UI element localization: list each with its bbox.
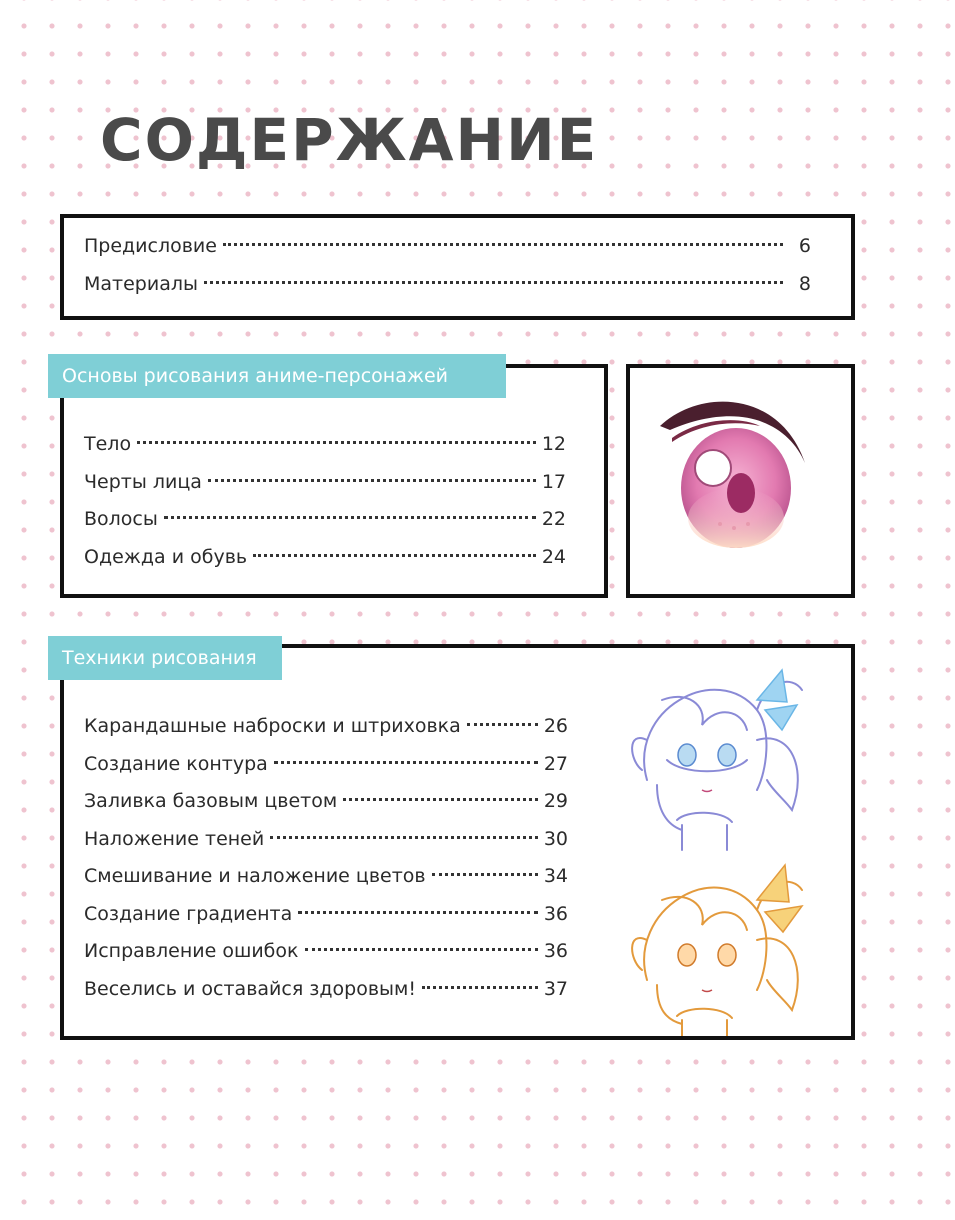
toc-row[interactable] bbox=[84, 266, 811, 304]
toc-page: 36 bbox=[543, 940, 568, 962]
leader-dots bbox=[164, 516, 536, 519]
leader-dots bbox=[208, 479, 536, 482]
toc-row[interactable] bbox=[84, 933, 568, 971]
leader-dots bbox=[467, 723, 538, 726]
leader-dots bbox=[298, 911, 538, 914]
leader-dots bbox=[137, 441, 536, 444]
toc-label: Карандашные наброски и штриховка bbox=[84, 715, 461, 737]
sketch-heads-illustration bbox=[607, 650, 847, 1036]
toc-row[interactable] bbox=[84, 426, 566, 464]
anime-eye-illustration bbox=[630, 368, 851, 594]
toc-page: 26 bbox=[543, 715, 568, 737]
toc-label: Материалы bbox=[84, 272, 198, 295]
toc-row[interactable] bbox=[84, 708, 568, 746]
toc-row[interactable] bbox=[84, 821, 568, 859]
leader-dots bbox=[343, 798, 538, 801]
section-basics-heading: Основы рисования аниме-персонажей bbox=[48, 354, 506, 398]
leader-dots bbox=[270, 836, 538, 839]
toc-label: Веселись и оставайся здоровым! bbox=[84, 977, 417, 1000]
toc-page: 24 bbox=[541, 545, 566, 568]
toc-page: 36 bbox=[543, 902, 568, 925]
leader-dots bbox=[253, 554, 536, 557]
section-techniques-box bbox=[60, 644, 855, 1040]
toc-label: Заливка базовым цветом bbox=[84, 790, 338, 812]
toc-page: 27 bbox=[543, 752, 568, 775]
toc-label: Черты лица bbox=[84, 470, 202, 493]
leader-dots bbox=[432, 873, 538, 876]
leader-dots bbox=[223, 243, 783, 246]
toc-page: 8 bbox=[798, 272, 811, 295]
toc-row[interactable] bbox=[84, 228, 811, 266]
toc-label: Смешивание и наложение цветов bbox=[84, 865, 426, 887]
leader-dots bbox=[274, 761, 538, 764]
section-basics-box bbox=[60, 364, 608, 598]
toc-label: Одежда и обувь bbox=[84, 545, 248, 568]
toc-row[interactable] bbox=[84, 783, 568, 821]
toc-label: Наложение теней bbox=[84, 827, 265, 850]
toc-page: 22 bbox=[541, 508, 566, 530]
section-techniques-heading: Техники рисования bbox=[48, 636, 282, 680]
leader-dots bbox=[422, 986, 538, 989]
toc-page: 17 bbox=[541, 470, 566, 493]
toc-label: Предисловие bbox=[84, 235, 217, 257]
page-title: СОДЕРЖАНИЕ bbox=[100, 106, 599, 174]
toc-page: 12 bbox=[541, 433, 566, 455]
toc-row[interactable] bbox=[84, 501, 566, 539]
toc-row[interactable] bbox=[84, 971, 568, 1009]
toc-label: Волосы bbox=[84, 508, 158, 530]
leader-dots bbox=[305, 948, 538, 951]
toc-label: Исправление ошибок bbox=[84, 940, 299, 962]
toc-row[interactable] bbox=[84, 746, 568, 784]
eye-illustration-box bbox=[626, 364, 855, 598]
toc-row[interactable] bbox=[84, 858, 568, 896]
toc-page: 34 bbox=[543, 865, 568, 887]
toc-label: Создание контура bbox=[84, 752, 268, 775]
toc-page: 29 bbox=[543, 790, 568, 812]
toc-label: Создание градиента bbox=[84, 902, 293, 925]
intro-box bbox=[60, 214, 855, 320]
toc-row[interactable] bbox=[84, 539, 566, 577]
toc-page: 37 bbox=[543, 977, 568, 1000]
toc-row[interactable] bbox=[84, 896, 568, 934]
toc-page: 6 bbox=[798, 235, 811, 257]
toc-page: 30 bbox=[543, 827, 568, 850]
toc-label: Тело bbox=[84, 433, 132, 455]
leader-dots bbox=[204, 281, 783, 284]
toc-row[interactable] bbox=[84, 464, 566, 502]
